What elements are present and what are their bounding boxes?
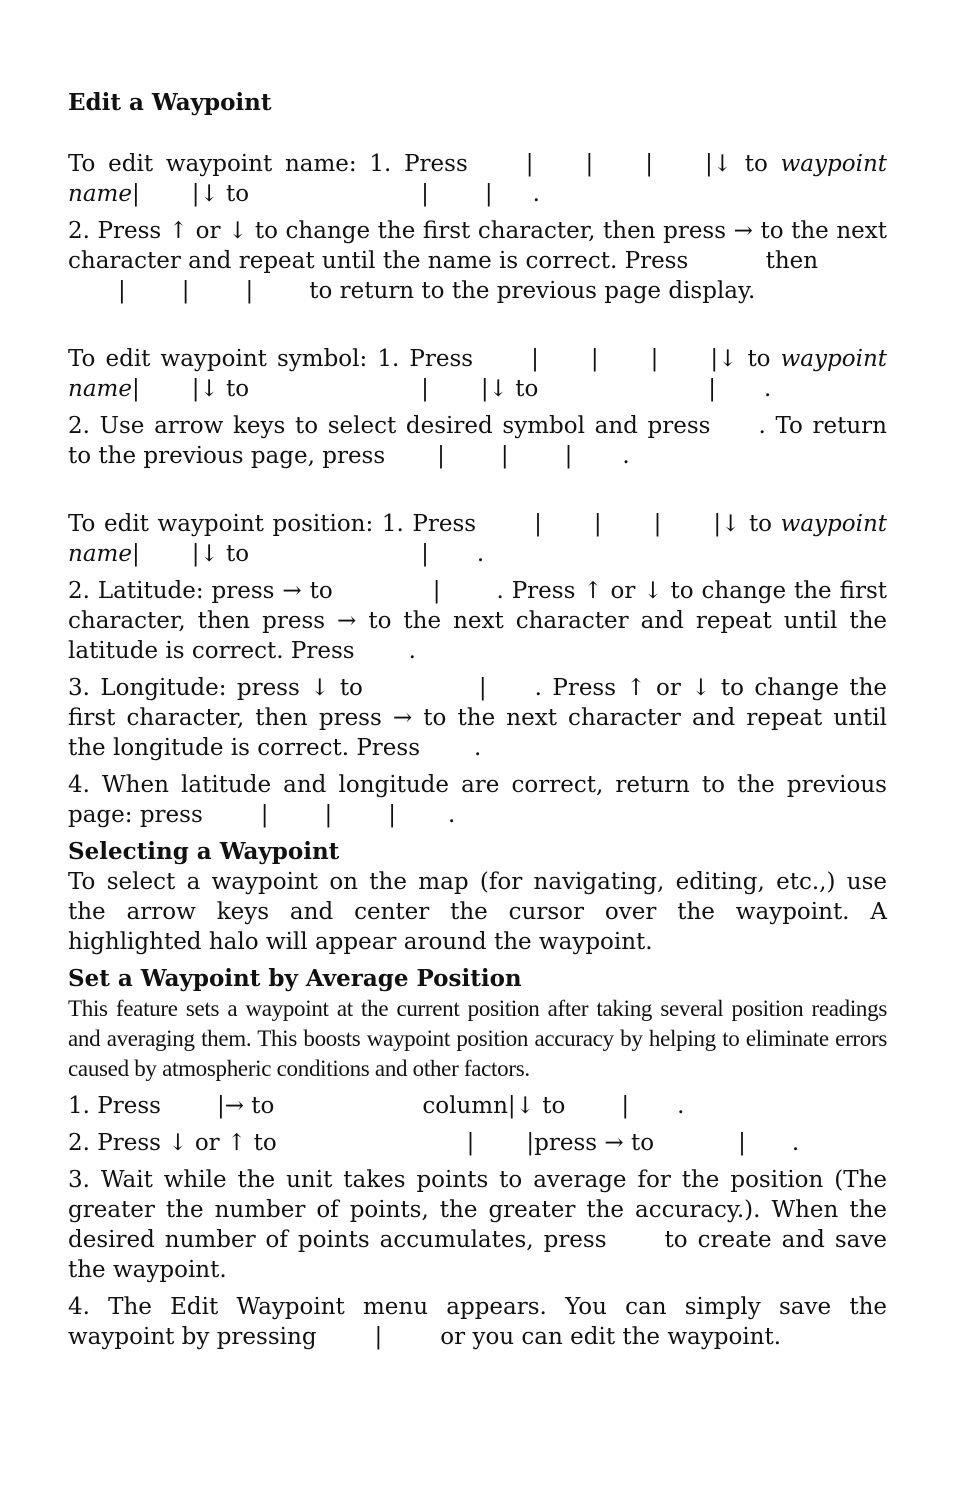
average-step4: 4. The Edit Waypoint menu appears. You can simply save the waypoint by pressing | or you can edit the waypoint.	[68, 1294, 887, 1350]
section-heading-average-position: Set a Waypoint by Average Position	[68, 965, 522, 992]
section-heading-selecting-waypoint: Selecting a Waypoint	[68, 838, 340, 865]
average-position-intro: This feature sets a waypoint at the current position after taking several position readings and averaging them. This boosts waypoint position accuracy by helping to eliminate errors caused by atmospheric conditions and other factors.	[68, 996, 887, 1081]
average-step1: 1. Press |→ to column|↓ to | .	[68, 1093, 685, 1119]
section-heading-edit-waypoint: Edit a Waypoint	[68, 89, 272, 116]
edit-position-return-step: 4. When latitude and longitude are correct, return to the previous page: press | | | .	[68, 772, 887, 828]
edit-longitude-step: 3. Longitude: press ↓ to | . Press ↑ or ↓ to change the first character, then press → to the next character and repeat until the longitude is correct. Press .	[68, 675, 887, 761]
edit-symbol-step2: 2. Use arrow keys to select desired symbol and press . To return to the previous page, press | | | .	[68, 413, 887, 469]
edit-name-step1: To edit waypoint name: 1. Press | | | |↓ to waypoint name| |↓ to | | .	[68, 151, 887, 207]
average-step2: 2. Press ↓ or ↑ to | |press → to | .	[68, 1130, 800, 1156]
average-step3: 3. Wait while the unit takes points to average for the position (The greater the number of points, the greater the accuracy.). When the desired number of points accumulates, press to create and save the waypoint.	[68, 1167, 887, 1283]
selecting-waypoint-body: To select a waypoint on the map (for navigating, editing, etc.,) use the arrow keys and center the cursor over the waypoint. A highlighted halo will appear around the waypoint.	[68, 869, 887, 955]
manual-page	[68, 88, 887, 1352]
edit-position-step1: To edit waypoint position: 1. Press | | | |↓ to waypoint name| |↓ to | .	[68, 511, 888, 567]
edit-latitude-step: 2. Latitude: press → to | . Press ↑ or ↓ to change the first character, then press → to the next character and repeat until the latitude is correct. Press .	[68, 578, 887, 664]
edit-symbol-step1: To edit waypoint symbol: 1. Press | | | |↓ to waypoint name| |↓ to | |↓ to | .	[68, 346, 887, 402]
edit-name-step2: 2. Press ↑ or ↓ to change the first character, then press → to the next character and repeat until the name is correct. Press then | | | to return to the previous page display.	[68, 218, 887, 304]
